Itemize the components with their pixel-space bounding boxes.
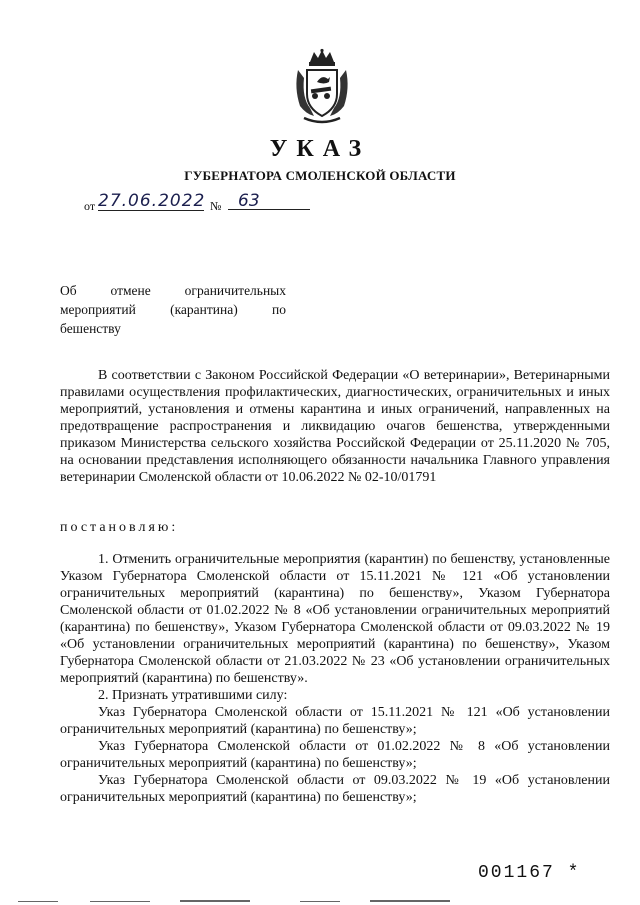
subject-word: по [272, 302, 286, 317]
item-2-a: Указ Губернатора Смоленской области от 15.11.2021 № 121 «Об установлении ограничительных мероприятий (карантина) по бешенству»; [60, 705, 610, 737]
subject-word: отмене [110, 283, 151, 298]
document-title: УКАЗ [269, 136, 371, 162]
preamble-paragraph: В соответствии с Законом Российской Федерации «О ветеринарии», Ветеринарными правилами осуществления профилактических, диагностических, ограничительных и иных мероприятий, установления и отмены карантина и иных ограничений, направленных на предотвращение распространения и ликвидацию очагов бешенства, утвержденными приказом Министерства сельского хозяйства Российской Федерации от 25.11.2020 № 705, на основании представления исполняющего обязанности начальника Главного управления ветеринарии Смоленской области от 10.06.2022 № 02-10/01791 [60, 368, 610, 485]
date-prefix: от [84, 199, 96, 213]
scan-edge-artifacts [0, 899, 640, 905]
item-1-paragraph: 1. Отменить ограничительные мероприятия (карантин) по бешенству, установленные Указом Губернатора Смоленской области от 15.11.2021 № 121 «Об установлении ограничительных мероприятий (карантина) по бешенству», Указом Губернатора Смоленской области от 01.02.2022 № 8 «Об установлении ограничительных мероприятий (карантина) по бешенству», Указом Губернатора Смоленской области от 09.03.2022 № 19 «Об установлении ограничительных мероприятий (карантина) по бешенству», Указом Губернатора Смоленской области от 21.03.2022 № 23 «Об установлении ограничительных мероприятий (карантина) по бешенству». [60, 552, 610, 686]
subject-line-3: бешенству [60, 321, 121, 336]
subject-line-2 [60, 300, 286, 319]
subject-word: (карантина) [170, 302, 238, 317]
subject-word: ограничительных [184, 283, 286, 298]
item-2-c: Указ Губернатора Смоленской области от 09.03.2022 № 19 «Об установлении ограничительных мероприятий (карантина) по бешенству»; [60, 773, 610, 805]
item-2-b: Указ Губернатора Смоленской области от 01.02.2022 № 8 «Об установлении ограничительных мероприятий (карантина) по бешенству»; [60, 739, 610, 771]
date-number-line [84, 192, 324, 214]
decree-subject [60, 281, 286, 338]
decree-word: постановляю: [60, 520, 179, 535]
handwritten-number: 63 [228, 192, 310, 210]
handwritten-date: 27.06.2022 [98, 191, 206, 211]
number-label: № [210, 199, 222, 213]
smolensk-coat-of-arms-icon [290, 48, 354, 124]
subject-line-1 [60, 281, 286, 300]
subject-word: мероприятий [60, 302, 136, 317]
decree-body [60, 367, 610, 806]
subject-word: Об [60, 283, 77, 298]
item-2-heading: 2. Признать утратившими силу: [98, 688, 288, 703]
serial-number: 001167 * [478, 863, 581, 883]
issuer-title: ГУБЕРНАТОРА СМОЛЕНСКОЙ ОБЛАСТИ [184, 168, 456, 183]
